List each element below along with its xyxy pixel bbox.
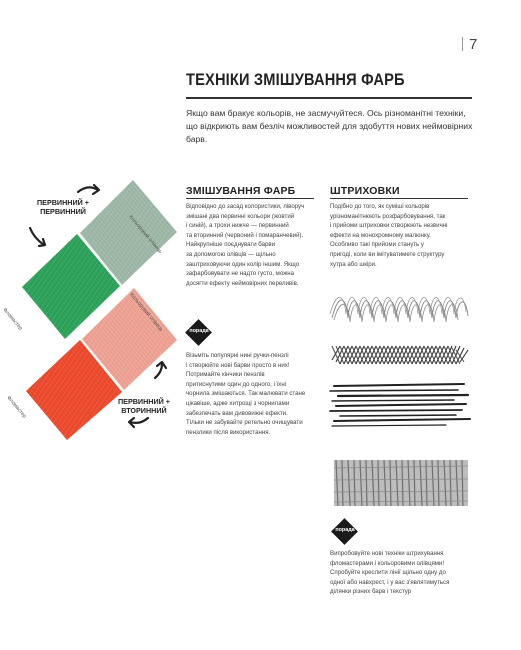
label-primary-secondary: ПЕРВИННИЙ + ВТОРИННИЙ xyxy=(117,397,171,416)
hatching-heading-rule xyxy=(330,198,468,199)
label-primary-primary: ПЕРВИННИЙ + ПЕРВИННИЙ xyxy=(36,198,90,217)
swatch-label: Кольоровий олівець xyxy=(127,214,164,255)
hatch-sample-scribble xyxy=(330,298,468,323)
hatching-heading: ШТРИХОВКИ xyxy=(330,185,400,197)
page-number: 7 xyxy=(462,36,477,53)
hatching-samples xyxy=(326,288,476,513)
tip-text: Візьміть популярні нині ручки-пензлі і створюйте нові барви просто в них! Потримайте кінчики пензлів притиснутими один до одного, і їхні чорнила змішаються. Так малювати стане цікавіше, адже хитрощі з чорнилами забезпечать вам дивовижні ефекти. Тільки не забувайте ретельно очищувати пензлики після використання. xyxy=(186,352,306,436)
hatch-sample-dense xyxy=(334,460,468,506)
mixing-heading-rule xyxy=(186,198,314,199)
swatch-label: Кольоровий олівець xyxy=(128,292,165,333)
hatching-text: Подібно до того, як суміші кольорів урізноманітнюють розфарбовування, так і прийоми штриховки створюють незвичні ефекти на монохромному малюнку. Особливо такі прийоми стануть у пригоді, коли ви імітуватимете структуру хутра або шкіри. xyxy=(330,203,448,268)
tip-badge: порада xyxy=(332,519,358,545)
hatch-sample-cross xyxy=(332,346,468,364)
swatch-label: Фломастер xyxy=(5,395,28,420)
page-title: ТЕХНІКИ ЗМІШУВАННЯ ФАРБ xyxy=(186,70,405,89)
mixing-text: Відповідно до засад колористики, ліворуч змішані два первинні кольори (жовтий і синій), а трохи нижче — первинний та вторинний (червоний і помаранчевий). Найкрупніше поєднувати барви за допомогою олівців — щільно заштриховуючи один колір іншим. Якщо зафарбовувати не надто густо, можна досягти ефекту неймовірних переливів. xyxy=(186,203,305,287)
mixing-heading: ЗМІШУВАННЯ ФАРБ xyxy=(186,185,296,197)
intro-paragraph: Якщо вам бракує кольорів, не засмучуйтеся. Ось різноманітні техніки, що відкриють вам безліч можливостей для здобуття нових неймовірних барв. xyxy=(186,108,473,144)
title-underline xyxy=(186,97,472,99)
tip-text: Випробовуйте нові техніки штрихування фломастерами і кольоровими олівцями! Спробуйте креслити лінії щільно одну до одної або навхрест, і у вас з'являтимуться ділянки різних барв і текстур xyxy=(330,550,450,596)
tip-badge: порада xyxy=(186,320,212,346)
hatch-sample-horizontal xyxy=(330,384,470,426)
swatch-label: Фломастер xyxy=(1,307,24,332)
